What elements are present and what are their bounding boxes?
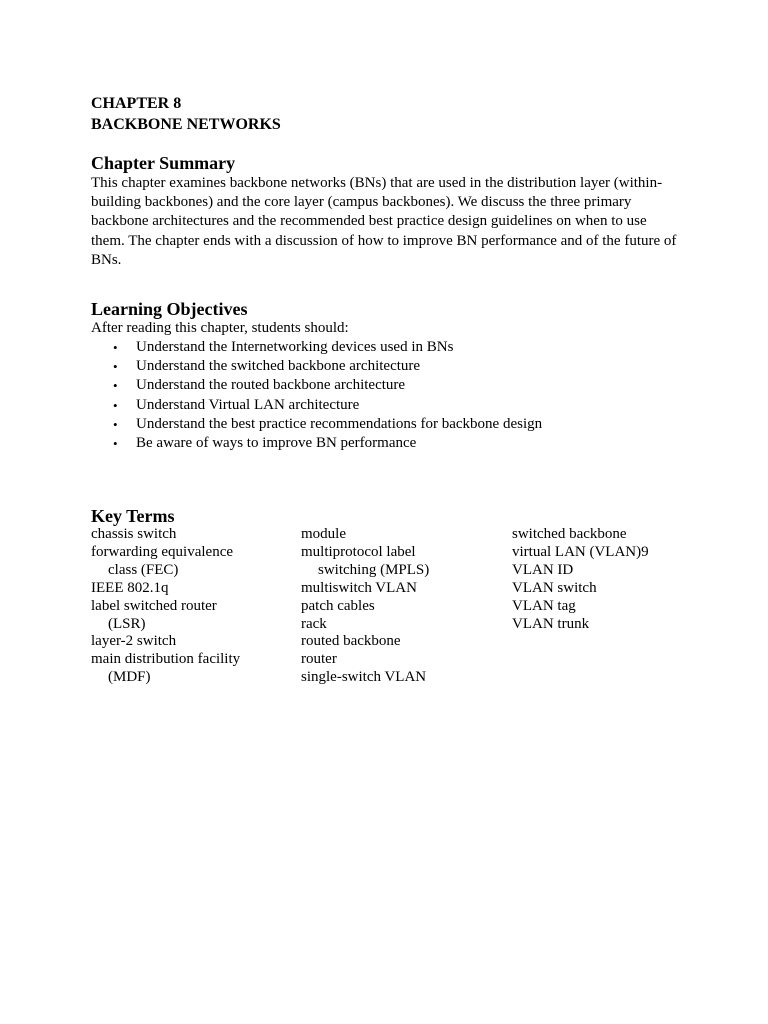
chapter-heading bbox=[91, 93, 281, 135]
key-term: patch cables bbox=[301, 597, 375, 614]
key-term: VLAN switch bbox=[512, 579, 597, 596]
key-terms-column-2 bbox=[301, 526, 429, 687]
key-term: chassis switch bbox=[91, 526, 177, 542]
objective-text: Understand Virtual LAN architecture bbox=[136, 396, 360, 413]
key-term: rack bbox=[301, 615, 327, 632]
objective-text: Understand the Internetworking devices used in BNs bbox=[136, 339, 454, 355]
bullet-icon: • bbox=[113, 397, 118, 413]
objective-text: Be aware of ways to improve BN performance bbox=[136, 435, 417, 452]
key-terms-column-1 bbox=[91, 526, 240, 687]
key-term: virtual LAN (VLAN)9 bbox=[512, 543, 649, 560]
key-term: router bbox=[301, 651, 337, 668]
key-term: label switched router bbox=[91, 597, 217, 614]
key-term-continuation: class (FEC) bbox=[108, 561, 179, 578]
key-term-continuation: (MDF) bbox=[108, 669, 151, 686]
key-term: main distribution facility bbox=[91, 651, 241, 668]
key-term: multiprotocol label bbox=[301, 543, 416, 560]
chapter-number: CHAPTER 8 bbox=[91, 95, 182, 112]
bullet-icon: • bbox=[113, 340, 118, 355]
chapter-title: BACKBONE NETWORKS bbox=[91, 116, 281, 133]
bullet-icon: • bbox=[113, 416, 118, 432]
objective-text: Understand the best practice recommendations for backbone design bbox=[136, 415, 543, 432]
objective-item bbox=[91, 357, 542, 376]
objective-text: Understand the routed backbone architecture bbox=[136, 377, 406, 394]
key-term: forwarding equivalence bbox=[91, 543, 234, 560]
objective-text: Understand the switched backbone architecture bbox=[136, 358, 421, 375]
key-term-continuation: (LSR) bbox=[108, 615, 146, 632]
chapter-summary-heading: Chapter Summary bbox=[91, 153, 236, 173]
objective-item bbox=[91, 338, 542, 357]
objective-item bbox=[91, 396, 542, 415]
key-terms-column-3 bbox=[512, 526, 649, 633]
learning-objectives-intro: After reading this chapter, students should: bbox=[91, 320, 349, 336]
key-term: IEEE 802.1q bbox=[91, 579, 169, 596]
key-term: routed backbone bbox=[301, 633, 401, 650]
bullet-icon: • bbox=[113, 359, 118, 375]
key-term: switched backbone bbox=[512, 526, 627, 542]
objective-item bbox=[91, 434, 542, 453]
key-terms-heading: Key Terms bbox=[91, 506, 175, 526]
objective-item bbox=[91, 415, 542, 434]
learning-objectives-list bbox=[91, 338, 542, 453]
key-term: VLAN ID bbox=[512, 561, 574, 578]
key-term: single-switch VLAN bbox=[301, 669, 427, 686]
key-term: VLAN trunk bbox=[512, 615, 590, 632]
key-term: VLAN tag bbox=[512, 597, 576, 614]
objective-item bbox=[91, 376, 542, 395]
bullet-icon: • bbox=[113, 436, 118, 452]
bullet-icon: • bbox=[113, 378, 118, 394]
key-term: multiswitch VLAN bbox=[301, 579, 417, 596]
learning-objectives-heading: Learning Objectives bbox=[91, 299, 248, 319]
key-term: layer-2 switch bbox=[91, 633, 177, 650]
key-term: module bbox=[301, 526, 346, 542]
chapter-summary-text: This chapter examines backbone networks (BNs) that are used in the distribution layer (within-building backbones) and the core layer (campus backbones). We discuss the three primary backbone architectures and the recommended best practice design guidelines on when to use them. The chapter ends with a discussion of how to improve BN performance and of the future of BNs. bbox=[91, 175, 677, 268]
key-term-continuation: switching (MPLS) bbox=[318, 561, 430, 578]
